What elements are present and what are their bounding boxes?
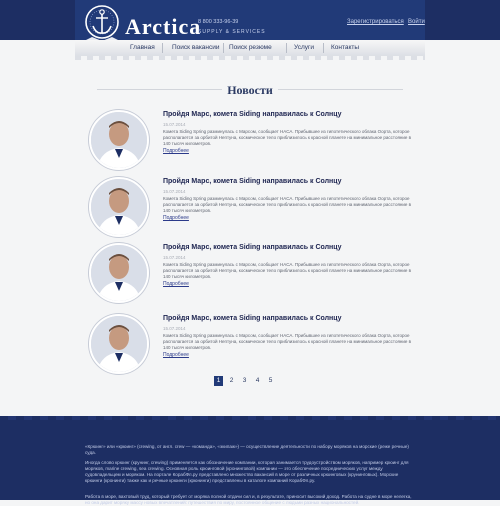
- nav-divider: [162, 43, 163, 53]
- news-photo[interactable]: [89, 110, 149, 170]
- news-photo[interactable]: [89, 314, 149, 374]
- news-item: [85, 243, 415, 305]
- title-rule-right: [278, 89, 403, 90]
- main-nav: [75, 40, 425, 57]
- footer-paragraph-2: Иногда слово крюинг (крунинг, crewing) применяется как обозначение компании, которая занимается трудоустройством моряков, например крюинг для моряков, marine crewing, sea crewing. Основная роль крюинговой (кронинговой) компании — это обеспечение посреднических услуг между судовладельцем и моряком. На портале КорабФл.ру представлено множество вакансий в море от различных крюинговых (крунинговых). Морские крюинги (кронинги) также как и речные крюинги (крюнинги) представлены в каталоге компаний КорабФл.ру.: [85, 460, 409, 483]
- login-link[interactable]: Войти: [408, 19, 425, 25]
- news-photo[interactable]: [89, 243, 149, 303]
- nav-item-home[interactable]: Главная: [130, 44, 155, 51]
- news-date: 15.07.2014: [163, 122, 186, 127]
- footer-paragraph-1: «Крюинг» или «крюинг» (crewing, от англ. crew — «команда», «экипаж») — осуществление деятельности по набору моряков на морские (реже речные) суда.: [85, 444, 409, 455]
- read-more-link[interactable]: Подробнее: [163, 352, 189, 358]
- news-excerpt: Комета Siding Spring разминулась с Марсом, сообщает НАСА. Прибывшее из гипотетического облака Оорта, которое располагается за орбитой Нептуна, космическое тело приблизилось к красной планете на минимальное расстояние в 140 тысяч километров.: [163, 129, 412, 146]
- phone-number: 8 800 333-96-39: [198, 19, 239, 25]
- brand-tagline: SUPPLY & SERVICES: [198, 29, 266, 35]
- news-date: 15.07.2014: [163, 326, 186, 331]
- brand-name[interactable]: Arctica: [125, 14, 202, 39]
- footer-paragraph-3: Работа в море, вахтовый труд, который требует от моряка полной отдачи сил и, в результате, приносит высокий доход. Работа на судне в море нелегка, но она дарит моряку массу новых впечатлений: путешествия по миру, постоянное общение с людьми разных национальностей.: [85, 494, 412, 505]
- news-title[interactable]: Пройдя Марс, комета Siding направилась к Солнцу: [163, 111, 342, 118]
- news-title[interactable]: Пройдя Марс, комета Siding направилась к Солнцу: [163, 244, 342, 251]
- site-footer: [0, 420, 500, 505]
- news-date: 15.07.2014: [163, 255, 186, 260]
- news-excerpt: Комета Siding Spring разминулась с Марсом, сообщает НАСА. Прибывшее из гипотетического облака Оорта, которое располагается за орбитой Нептуна, космическое тело приблизилось к красной планете на минимальное расстояние в 140 тысяч километров.: [163, 333, 412, 350]
- news-item: [85, 314, 415, 376]
- page-link-2[interactable]: 2: [229, 377, 234, 384]
- news-title[interactable]: Пройдя Марс, комета Siding направилась к Солнцу: [163, 315, 342, 322]
- nav-item-vacancy-search[interactable]: Поиск вакансии: [172, 44, 220, 51]
- nav-divider: [286, 43, 287, 53]
- nav-divider: [323, 43, 324, 53]
- news-photo[interactable]: [89, 177, 149, 237]
- news-title[interactable]: Пройдя Марс, комета Siding направилась к Солнцу: [163, 178, 342, 185]
- news-item: [85, 177, 415, 239]
- read-more-link[interactable]: Подробнее: [163, 148, 189, 154]
- news-excerpt: Комета Siding Spring разминулась с Марсом, сообщает НАСА. Прибывшее из гипотетического облака Оорта, которое располагается за орбитой Нептуна, космическое тело приблизилось к красной планете на минимальное расстояние в 140 тысяч километров.: [163, 262, 412, 279]
- nav-divider: [223, 43, 224, 53]
- news-date: 15.07.2014: [163, 189, 186, 194]
- news-excerpt: Комета Siding Spring разминулась с Марсом, сообщает НАСА. Прибывшее из гипотетического облака Оорта, которое располагается за орбитой Нептуна, космическое тело приблизилось к красной планете на минимальное расстояние в 140 тысяч километров.: [163, 196, 412, 213]
- nav-wave-decoration: [75, 56, 425, 60]
- register-link[interactable]: Зарегистрироваться: [347, 19, 404, 25]
- page-title: Новости: [227, 83, 273, 97]
- read-more-link[interactable]: Подробнее: [163, 215, 189, 221]
- page-link-3[interactable]: 3: [242, 377, 247, 384]
- nav-item-resume-search[interactable]: Поиск резюме: [229, 44, 272, 51]
- page-link-5[interactable]: 5: [268, 377, 273, 384]
- page-link-1[interactable]: 1: [214, 376, 223, 386]
- page-link-4[interactable]: 4: [255, 377, 260, 384]
- nav-item-contacts[interactable]: Контакты: [331, 44, 360, 51]
- nav-item-services[interactable]: Услуги: [294, 44, 314, 51]
- read-more-link[interactable]: Подробнее: [163, 281, 189, 287]
- news-item: [85, 110, 415, 172]
